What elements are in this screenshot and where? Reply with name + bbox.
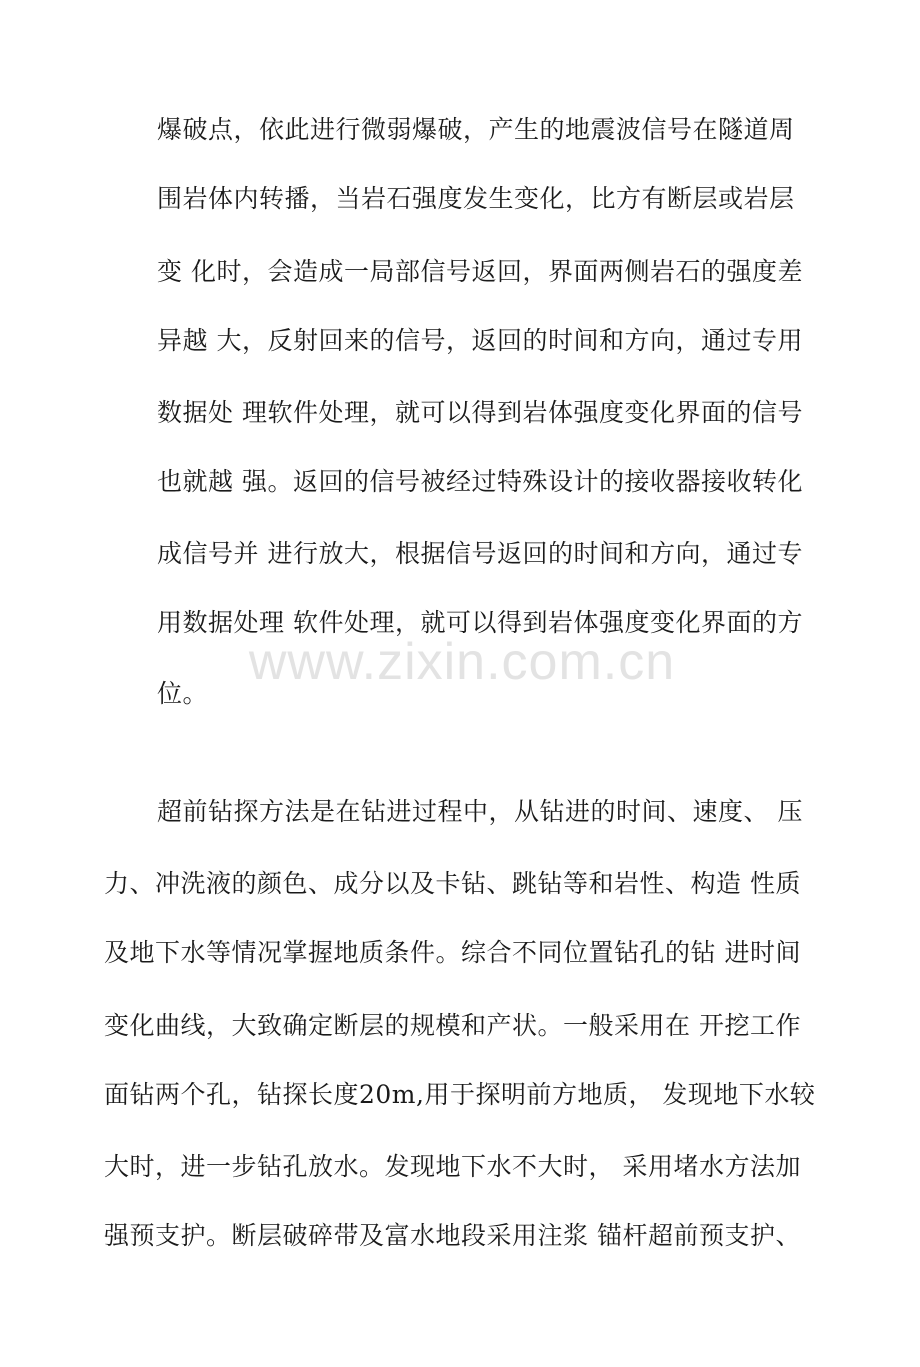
paragraph-2-line-3: 及地下水等情况掌握地质条件。综合不同位置钻孔的钻 进时间 [104,938,801,967]
paragraph-1-line-9: 位。 [157,679,209,708]
paragraph-2-line-1: 超前钻探方法是在钻进过程中，从钻进的时间、速度、 压 [157,797,803,826]
paragraph-2-line-6: 大时，进一步钻孔放水。发现地下水不大时， 采用堵水方法加 [104,1152,801,1181]
paragraph-2-line-2: 力、冲洗液的颜色、成分以及卡钻、跳钻等和岩性、构造 性质 [104,869,801,898]
paragraph-1-line-4: 异越 大，反射回来的信号，返回的时间和方向，通过专用 [157,326,803,355]
paragraph-1-line-1: 爆破点，依此进行微弱爆破，产生的地震波信号在隧道周 [157,115,795,144]
paragraph-1-line-2: 围岩体内转播，当岩石强度发生变化，比方有断层或岩层 [157,184,795,213]
watermark: www.zixin.com.cn [248,633,676,691]
paragraph-1-line-3: 变 化时，会造成一局部信号返回，界面两侧岩石的强度差 [157,257,803,286]
paragraph-2-line-7: 强预支护。断层破碎带及富水地段采用注浆 锚杆超前预支护、 [104,1221,801,1250]
paragraph-1-line-5: 数据处 理软件处理，就可以得到岩体强度变化界面的信号 [157,398,803,427]
paragraph-1-line-7: 成信号并 进行放大，根据信号返回的时间和方向，通过专 [157,539,803,568]
paragraph-1-line-8: 用数据处理 软件处理，就可以得到岩体强度变化界面的方 [157,608,803,637]
paragraph-2-line-4: 变化曲线，大致确定断层的规模和产状。一般采用在 开挖工作 [104,1011,801,1040]
paragraph-1-line-6: 也就越 强。返回的信号被经过特殊设计的接收器接收转化 [157,467,803,496]
paragraph-2-line-5: 面钻两个孔，钻探长度20m,用于探明前方地质， 发现地下水较 [104,1080,816,1109]
